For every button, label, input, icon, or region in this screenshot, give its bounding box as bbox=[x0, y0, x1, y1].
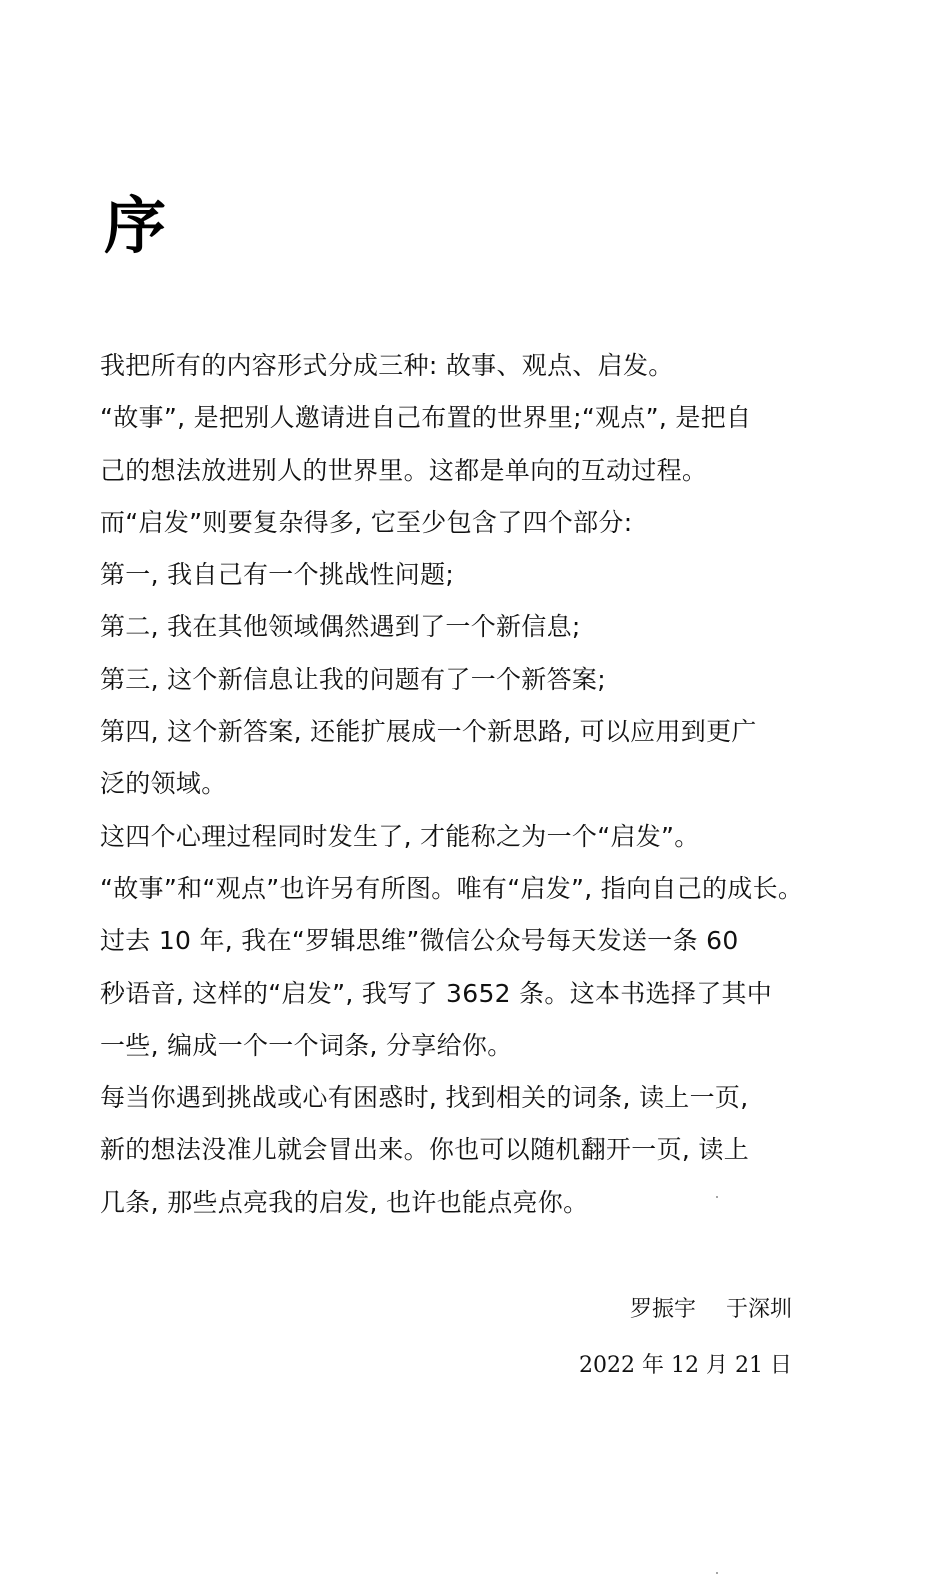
paragraph-how-to-read bbox=[100, 1072, 812, 1229]
paragraph-line: 新的想法没准儿就会冒出来。你也可以随机翻开一页, 读上 bbox=[100, 1135, 749, 1165]
signature-block bbox=[579, 1282, 792, 1394]
paragraph-line: 秒语音, 这样的“启发”, 我写了 3652 条。这本书选择了其中 bbox=[100, 978, 773, 1008]
paragraph-intro bbox=[100, 340, 812, 392]
paragraph-line: 第三, 这个新信息让我的问题有了一个新答案; bbox=[100, 664, 606, 694]
paragraph-line: 第二, 我在其他领域偶然遇到了一个新信息; bbox=[100, 612, 581, 642]
paragraph-line: 第四, 这个新答案, 还能扩展成一个新思路, 可以应用到更广 bbox=[100, 717, 757, 747]
signature-author: 罗振宇 bbox=[629, 1297, 696, 1322]
scan-speck bbox=[716, 1572, 718, 1574]
signature-date: 2022 年 12 月 21 日 bbox=[579, 1353, 792, 1378]
paragraph-line: 己的想法放进别人的世界里。这都是单向的互动过程。 bbox=[100, 455, 708, 485]
signature-author-line bbox=[579, 1282, 792, 1338]
paragraph-line: 泛的领域。 bbox=[100, 769, 227, 799]
paragraph-line: “故事”, 是把别人邀请进自己布置的世界里;“观点”, 是把自 bbox=[100, 403, 752, 433]
paragraph-second bbox=[100, 601, 812, 653]
paragraph-line: 几条, 那些点亮我的启发, 也许也能点亮你。 bbox=[100, 1187, 589, 1217]
paragraph-line: 过去 10 年, 我在“罗辑思维”微信公众号每天发送一条 60 bbox=[100, 926, 739, 956]
paragraph-first bbox=[100, 549, 812, 601]
paragraph-line: 一些, 编成一个一个词条, 分享给你。 bbox=[100, 1030, 513, 1060]
paragraph-inspiration bbox=[100, 497, 812, 549]
scan-speck bbox=[716, 1196, 718, 1198]
paragraph-line: 第一, 我自己有一个挑战性问题; bbox=[100, 560, 455, 590]
preface-body bbox=[100, 340, 812, 1229]
signature-place: 于深圳 bbox=[725, 1297, 792, 1322]
paragraph-ten-years bbox=[100, 915, 812, 1072]
paragraph-four-processes bbox=[100, 811, 812, 863]
paragraph-line: 这四个心理过程同时发生了, 才能称之为一个“启发”。 bbox=[100, 821, 700, 851]
paragraph-line: 而“启发”则要复杂得多, 它至少包含了四个部分: bbox=[100, 507, 633, 537]
paragraph-third bbox=[100, 654, 812, 706]
paragraph-fourth bbox=[100, 706, 812, 811]
paragraph-growth bbox=[100, 863, 812, 915]
paragraph-story-viewpoint bbox=[100, 392, 812, 497]
paragraph-line: “故事”和“观点”也许另有所图。唯有“启发”, 指向自己的成长。 bbox=[100, 873, 804, 903]
paragraph-line: 我把所有的内容形式分成三种: 故事、观点、启发。 bbox=[100, 351, 674, 380]
page-title: 序 bbox=[104, 189, 167, 262]
paragraph-line: 每当你遇到挑战或心有困惑时, 找到相关的词条, 读上一页, bbox=[100, 1083, 749, 1113]
